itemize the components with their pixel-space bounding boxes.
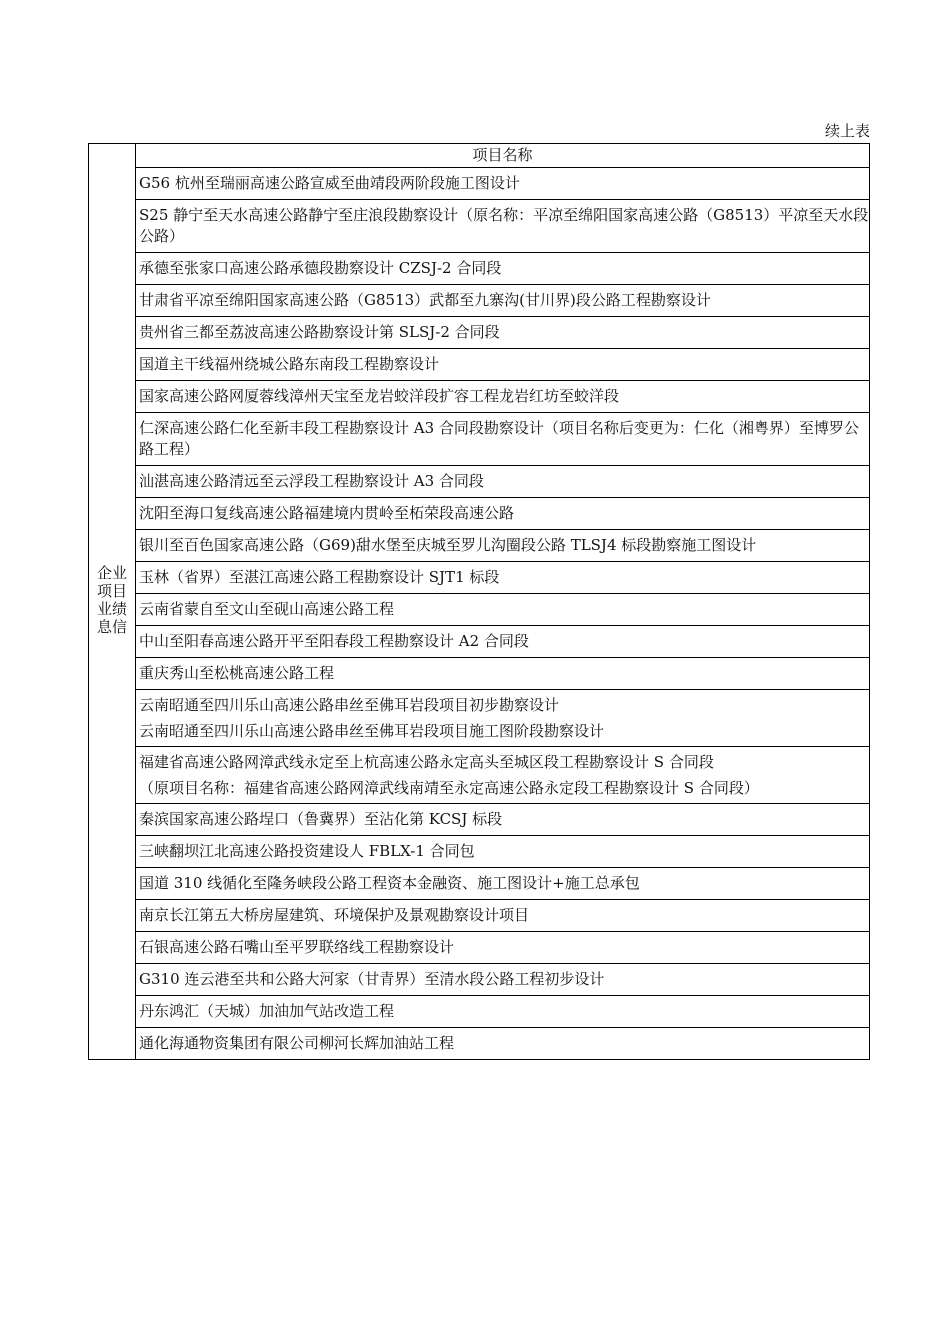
project-name: 云南昭通至四川乐山高速公路串丝至佛耳岩段项目施工图阶段勘察设计 — [139, 722, 605, 740]
table-row — [136, 747, 870, 804]
table-row — [136, 498, 870, 530]
project-name: S25 静宁至天水高速公路静宁至庄浪段勘察设计（原名称：平凉至绵阳国家高速公路（G8513）平凉至天水段公路） — [139, 206, 869, 245]
project-name: 云南省蒙自至文山至砚山高速公路工程 — [139, 600, 395, 618]
side-category-label: 企业 项目 业绩 息信 — [96, 564, 127, 636]
side-category-cell — [89, 144, 136, 1060]
project-name: 重庆秀山至松桃高速公路工程 — [139, 664, 335, 682]
project-table — [88, 143, 870, 1060]
continued-label: 续上表 — [824, 122, 870, 140]
project-name: 银川至百色国家高速公路（G69)甜水堡至庆城至罗儿沟圈段公路 TLSJ4 标段勘察施工图设计 — [139, 536, 757, 554]
table-row — [136, 900, 870, 932]
table-row — [136, 594, 870, 626]
project-name: 玉林（省界）至湛江高速公路工程勘察设计 SJT1 标段 — [139, 568, 500, 586]
table-row — [136, 200, 870, 253]
project-name: 甘肃省平凉至绵阳国家高速公路（G8513）武都至九寨沟(甘川界)段公路工程勘察设计 — [139, 291, 711, 309]
table-row — [136, 562, 870, 594]
project-name: 仁深高速公路仁化至新丰段工程勘察设计 A3 合同段勘察设计（项目名称后变更为：仁化（湘粤界）至博罗公路工程） — [139, 419, 859, 458]
table-row — [136, 530, 870, 562]
table-row — [136, 964, 870, 996]
project-name: （原项目名称：福建省高速公路网漳武线南靖至永定高速公路永定段工程勘察设计 S 合同段） — [139, 779, 759, 797]
project-name: G310 连云港至共和公路大河家（甘青界）至清水段公路工程初步设计 — [139, 970, 605, 988]
table-row — [136, 253, 870, 285]
table-row — [136, 168, 870, 200]
project-name: 国道主干线福州绕城公路东南段工程勘察设计 — [139, 355, 440, 373]
project-name: 丹东鸿汇（天城）加油加气站改造工程 — [139, 1002, 395, 1020]
table-row — [136, 932, 870, 964]
project-name: 秦滨国家高速公路埕口（鲁冀界）至沾化第 KCSJ 标段 — [139, 810, 503, 828]
table-row — [136, 804, 870, 836]
project-name: 南京长江第五大桥房屋建筑、环境保护及景观勘察设计项目 — [139, 906, 530, 924]
table-row — [136, 466, 870, 498]
table-row — [136, 317, 870, 349]
project-name: 汕湛高速公路清远至云浮段工程勘察设计 A3 合同段 — [139, 472, 484, 490]
table-row — [136, 836, 870, 868]
table-row — [136, 1028, 870, 1060]
table-row — [136, 868, 870, 900]
project-name: 国道 310 线循化至隆务峡段公路工程资本金融资、施工图设计+施工总承包 — [139, 874, 640, 892]
project-name: 中山至阳春高速公路开平至阳春段工程勘察设计 A2 合同段 — [139, 632, 529, 650]
project-name: G56 杭州至瑞丽高速公路宣威至曲靖段两阶段施工图设计 — [139, 174, 520, 192]
project-name: 福建省高速公路网漳武线永定至上杭高速公路永定高头至城区段工程勘察设计 S 合同段 — [139, 753, 714, 771]
project-name: 贵州省三都至荔波高速公路勘察设计第 SLSJ-2 合同段 — [139, 323, 500, 341]
project-name: 承德至张家口高速公路承德段勘察设计 CZSJ-2 合同段 — [139, 259, 502, 277]
column-header: 项目名称 — [136, 144, 870, 168]
table-row — [136, 658, 870, 690]
table-row — [136, 349, 870, 381]
project-name: 云南昭通至四川乐山高速公路串丝至佛耳岩段项目初步勘察设计 — [139, 696, 560, 714]
table-row — [136, 381, 870, 413]
project-name: 沈阳至海口复线高速公路福建境内贯岭至柘荣段高速公路 — [139, 504, 515, 522]
table-row — [136, 413, 870, 466]
table-row — [136, 690, 870, 747]
project-name: 通化海通物资集团有限公司柳河长辉加油站工程 — [139, 1034, 455, 1052]
project-name: 石银高速公路石嘴山至平罗联络线工程勘察设计 — [139, 938, 455, 956]
project-name: 三峡翻坝江北高速公路投资建设人 FBLX-1 合同包 — [139, 842, 475, 860]
project-name: 国家高速公路网厦蓉线漳州天宝至龙岩蛟洋段扩容工程龙岩红坊至蛟洋段 — [139, 387, 620, 405]
table-row — [136, 285, 870, 317]
project-name-column — [136, 144, 870, 1060]
table-row — [136, 996, 870, 1028]
table-row — [136, 626, 870, 658]
